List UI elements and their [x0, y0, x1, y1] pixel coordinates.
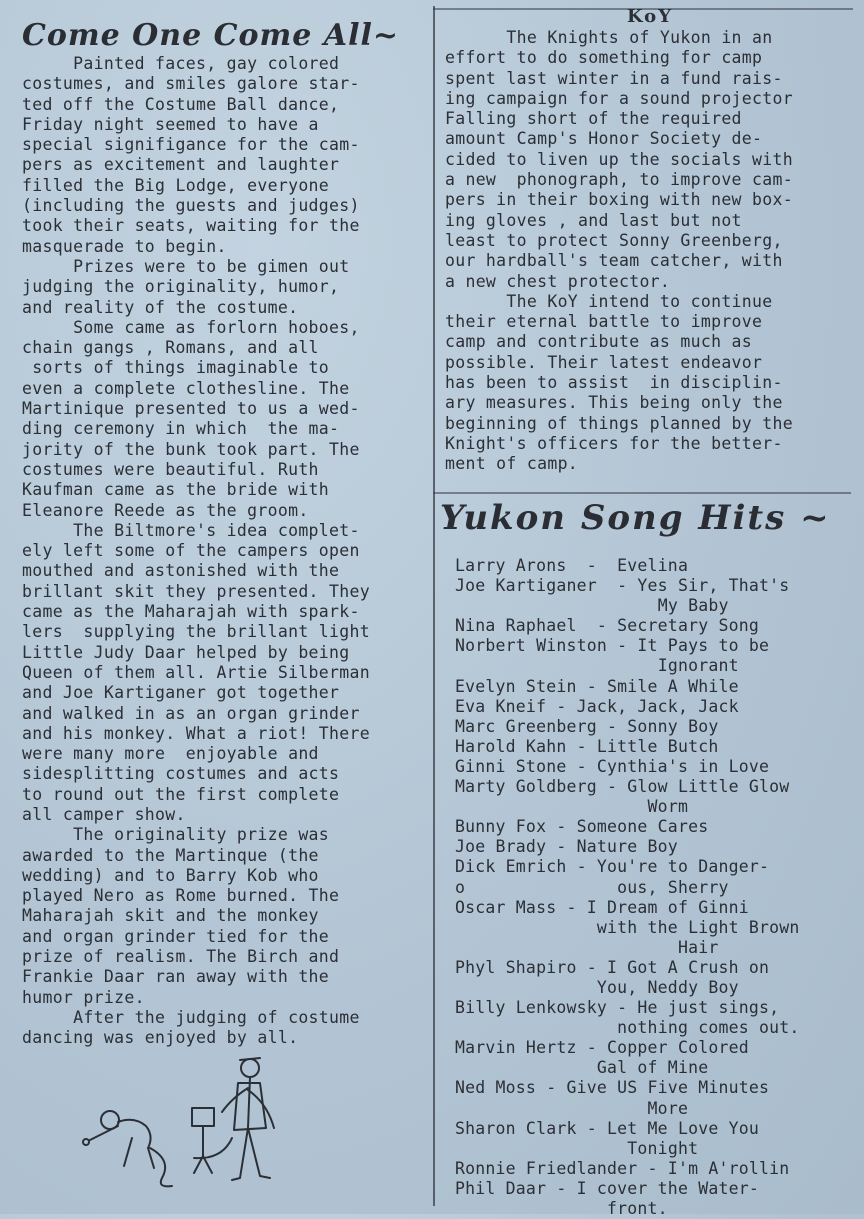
organ-grinder-sketch — [62, 1048, 312, 1198]
song-hit-item: Dick Emrich - You're to Danger- o ous, Sherry — [455, 857, 770, 897]
song-hit-item: Billy Lenkowsky - He just sings, nothing comes out. — [455, 998, 800, 1038]
song-hit-item: Eva Kneif - Jack, Jack, Jack — [455, 696, 739, 716]
costume-ball-article — [22, 18, 434, 1049]
koy-body: The Knights of Yukon in an effort to do something for camp spent last winter in a fund rais- ing campaign for a sound projector Falling short of the required amount Camp's Honor Society de- cided to liven up the socials with a new phonograph, to improve cam- pers in their boxing with new box- ing gloves , and last but not least to protect Sonny Greenberg, our hardball's team catcher, with a new chest protector. The KoY intend to continue their eternal battle to improve camp and contribute as much as possible. Their latest endeavor has been to assist in disciplin- ary measures. This being only the beginning of things planned by the Knight's officers for the better- ment of camp. — [445, 28, 793, 474]
song-hit-item: Phil Daar - I cover the Water- front. — [455, 1178, 760, 1218]
song-hit-item: Harold Kahn - Little Butch — [455, 736, 719, 756]
song-hit-item: Ned Moss - Give US Five Minutes More — [455, 1078, 770, 1118]
song-hit-item: Norbert Winston - It Pays to be Ignorant — [455, 636, 770, 676]
song-hits-list — [455, 556, 855, 1219]
koy-heading: KoY — [626, 6, 674, 27]
song-hit-item: Phyl Shapiro - I Got A Crush on You, Neddy Boy — [455, 957, 770, 997]
song-hit-item: Evelyn Stein - Smile A While — [455, 676, 739, 696]
article-heading: Come One Come All~ — [22, 18, 400, 53]
song-hit-item: Marty Goldberg - Glow Little Glow Worm — [455, 777, 790, 817]
song-hit-item: Ronnie Friedlander - I'm A'rollin — [455, 1158, 790, 1178]
song-hit-item: Marc Greenberg - Sonny Boy — [455, 716, 719, 736]
koy-article — [445, 8, 855, 475]
song-hit-item: Nina Raphael - Secretary Song — [455, 616, 760, 636]
song-hit-item: Ginni Stone - Cynthia's in Love — [455, 756, 770, 776]
section-divider — [433, 492, 851, 494]
article-body: Painted faces, gay colored costumes, and smiles galore star- ted off the Costume Ball dance, Friday night seemed to have a special signifigance for the cam- pers as excitement and laughter filled the Big Lodge, everyone (including the guests and judges) took their seats, waiting for the masquerade to begin. Prizes were to be gimen out judging the originality, humor, and reality of the costume. Some came as forlorn hoboes, chain gangs , Romans, and all sorts of things imaginable to even a complete clothesline. The Martinique presented to us a wed- ding ceremony in which the ma- jority of the bunk took part. The costumes were beautiful. Ruth Kaufman came as the bride with Eleanore Reede as the groom. The Biltmore's idea complet- ely left some of the campers open mouthed and astonished with the brillant skit they presented. They came as the Maharajah with spark- lers supplying the brillant light Little Judy Daar helped by being Queen of them all. Artie Silberman and Joe Kartiganer got together and walked in as an organ grinder and his monkey. What a riot! There were many more enjoyable and sidesplitting costumes and acts to round out the first complete all camper show. The originality prize was awarded to the Martinque (the wedding) and to Barry Kob who played Nero as Rome burned. The Maharajah skit and the monkey and organ grinder tied for the prize of realism. The Birch and Frankie Daar ran away with the humor prize. After the judging of costume dancing was enjoyed by all. — [22, 54, 370, 1048]
song-hit-item: Larry Arons - Evelina — [455, 556, 689, 575]
song-hit-item: Joe Brady - Nature Boy — [455, 837, 678, 857]
song-hit-item: Joe Kartiganer - Yes Sir, That's My Baby — [455, 576, 790, 616]
song-hit-item: Marvin Hertz - Copper Colored Gal of Mine — [455, 1038, 749, 1078]
song-hit-item: Sharon Clark - Let Me Love You Tonight — [455, 1118, 760, 1158]
song-hit-item: Bunny Fox - Someone Cares — [455, 817, 709, 837]
song-hits-heading: Yukon Song Hits ~ — [440, 498, 831, 538]
song-hit-item: Oscar Mass - I Dream of Ginni with the Light Brown Hair — [455, 897, 800, 957]
